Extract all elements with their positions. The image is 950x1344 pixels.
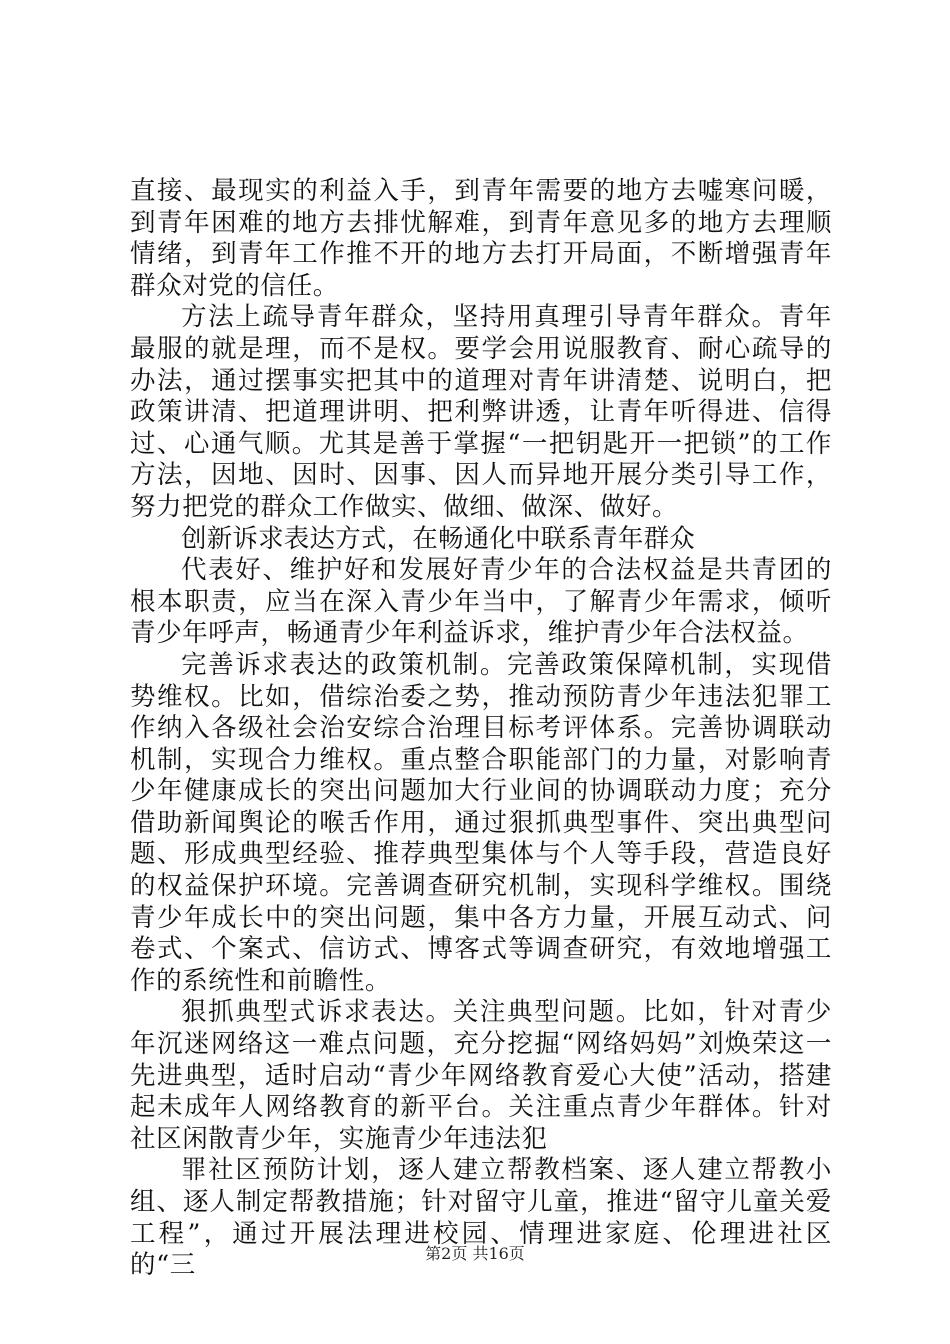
paragraph-2: 方法上疏导青年群众，坚持用真理引导青年群众。青年最服的就是理，而不是权。要学会用说服教育、耐心疏导的办法，通过摆事实把其中的道理对青年讲清楚、说明白，把政策讲清、把道理讲明、把利弊讲透，让青年听得进、信得过、心通气顺。尤其是善于掌握“一把钥匙开一把锁”的工作方法，因地、因时、因事、因人而异地开展分类引导工作，努力把党的群众工作做实、做细、做深、做好。 (130, 302, 832, 522)
page-number-footer: 第2页 共16页 (425, 1244, 525, 1263)
paragraph-3: 代表好、维护好和发展好青少年的合法权益是共青团的根本职责，应当在深入青少年当中，了解青少年需求，倾听青少年呼声，畅通青少年利益诉求，维护青少年合法权益。 (130, 555, 832, 649)
paragraph-1: 直接、最现实的利益入手，到青年需要的地方去嘘寒问暖，到青年困难的地方去排忧解难，到青年意见多的地方去理顺情绪，到青年工作推不开的地方去打开局面，不断增强青年群众对党的信任。 (130, 176, 832, 301)
paragraph-4: 完善诉求表达的政策机制。完善政策保障机制，实现借势维权。比如，借综治委之势，推动预防青少年违法犯罪工作纳入各级社会治安综合治理目标考评体系。完善协调联动机制，实现合力维权。重点整合职能部门的力量，对影响青少年健康成长的突出问题加大行业间的协调联动力度；充分借助新闻舆论的喉舌作用，通过狠抓典型事件、突出典型问题、形成典型经验、推荐典型集体与个人等手段，营造良好的权益保护环境。完善调查研究机制，实现科学维权。围绕青少年成长中的突出问题，集中各方力量，开展互动式、问卷式、个案式、信访式、博客式等调查研究，有效地增强工作的系统性和前瞻性。 (130, 649, 832, 996)
document-body (130, 176, 832, 1282)
paragraph-6: 罪社区预防计划，逐人建立帮教档案、逐人建立帮教小组、逐人制定帮教措施；针对留守儿童，推进“留守儿童关爱工程”，通过开展法理进校园、情理进家庭、伦理进社区的“三 (130, 1155, 832, 1281)
paragraph-5: 狠抓典型式诉求表达。关注典型问题。比如，针对青少年沉迷网络这一难点问题，充分挖掘“网络妈妈”刘焕荣这一先进典型，适时启动“青少年网络教育爱心大使”活动，搭建起未成年人网络教育的新平台。关注重点青少年群体。针对社区闲散青少年，实施青少年违法犯 (130, 997, 832, 1154)
section-heading: 创新诉求表达方式，在畅通化中联系青年群众 (181, 523, 696, 554)
